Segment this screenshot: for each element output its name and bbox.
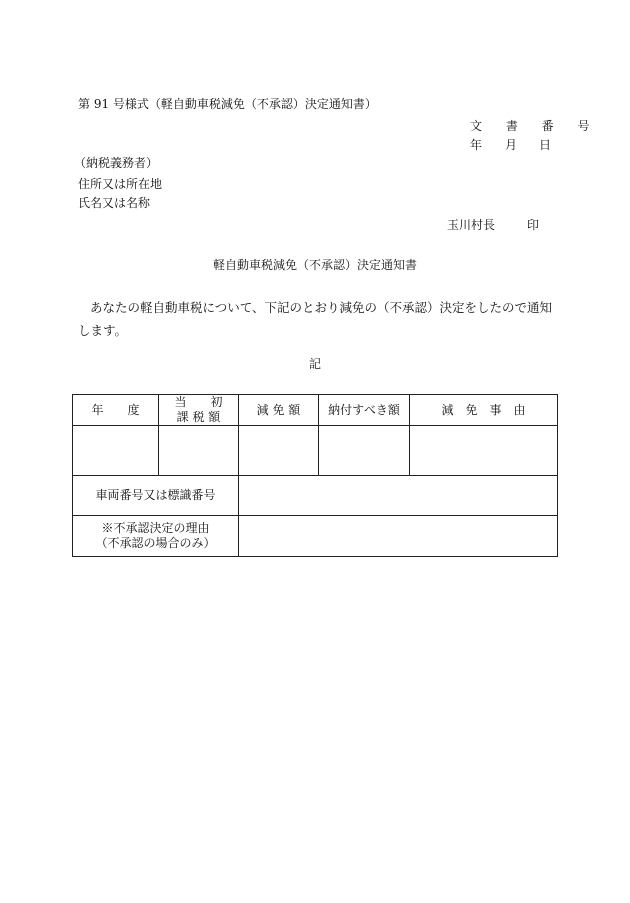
reduction-table [72, 394, 558, 557]
cell-initial-tax [159, 426, 239, 476]
vehicle-number-value [239, 476, 558, 516]
taxpayer-label: （納税義務者） [74, 156, 159, 170]
rejection-reason-label [73, 516, 239, 557]
rejection-reason-row [73, 516, 558, 557]
cell-payable-amount [319, 426, 410, 476]
name-label: 氏名又は名称 [78, 196, 151, 210]
body-paragraph: あなたの軽自動車税について、下記のとおり減免の（不承認）決定をしたので通知します。 [78, 300, 553, 338]
date-month-label: 月 [505, 138, 518, 152]
document-number-label: 文 書 番 号 [470, 119, 600, 133]
date-day-label: 日 [539, 138, 552, 152]
header-reduction-reason: 減 免 事 由 [410, 395, 558, 426]
vehicle-number-row [73, 476, 558, 516]
form-number: 第 91 号様式（軽自動車税減免（不承認）決定通知書） [78, 97, 377, 111]
header-year: 年 度 [73, 395, 159, 426]
header-initial-line1: 当 初 [174, 395, 223, 409]
rejection-reason-line1: ※不承認決定の理由 [101, 521, 210, 535]
table-row [73, 426, 558, 476]
issuer-name: 玉川村長 [447, 218, 496, 232]
header-initial-tax [159, 395, 239, 426]
document-title: 軽自動車税減免（不承認）決定通知書 [212, 258, 417, 272]
vehicle-number-label: 車両番号又は標識番号 [73, 476, 239, 516]
rejection-reason-line2: （不承認の場合のみ） [95, 536, 216, 550]
table-header-row [73, 395, 558, 426]
header-reduction-amount: 減 免 額 [239, 395, 319, 426]
seal-mark: 印 [527, 218, 540, 232]
rejection-reason-value [239, 516, 558, 557]
cell-reduction-reason [410, 426, 558, 476]
cell-year [73, 426, 159, 476]
address-label: 住所又は所在地 [78, 177, 163, 191]
header-initial-line2: 課 税 額 [176, 410, 221, 424]
cell-reduction-amount [239, 426, 319, 476]
header-payable-amount: 納付すべき額 [319, 395, 410, 426]
date-year-label: 年 [470, 138, 483, 152]
ki-label: 記 [308, 357, 321, 371]
